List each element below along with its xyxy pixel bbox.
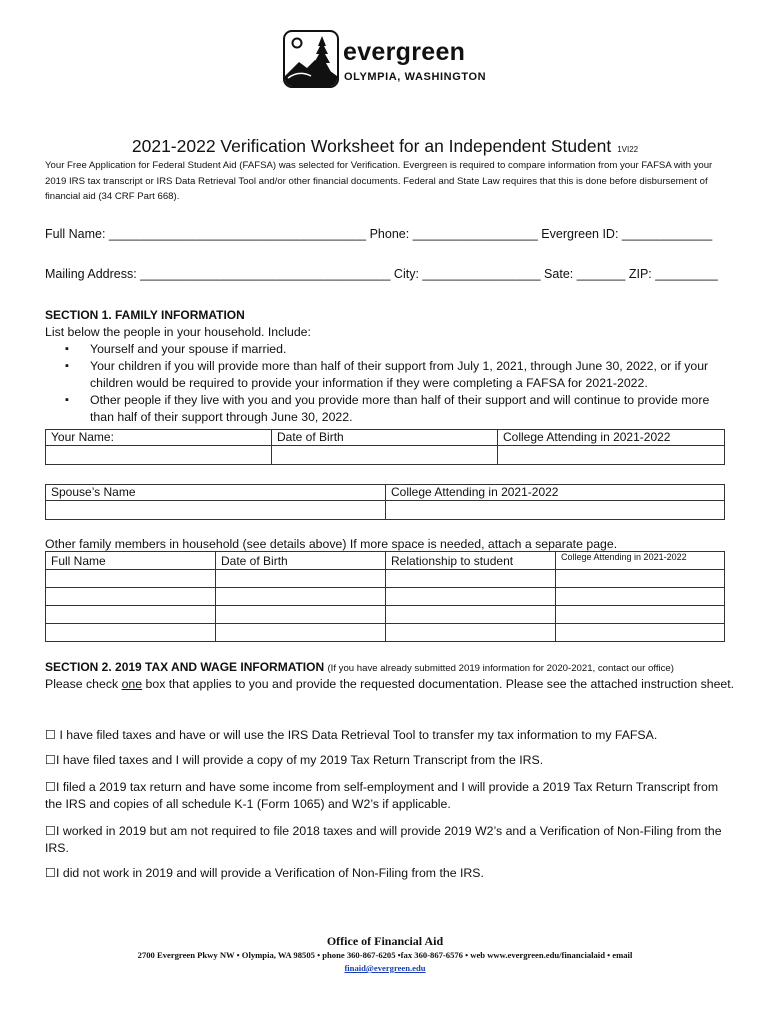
header-college-attending: College Attending in 2021-2022 xyxy=(556,552,725,570)
spouse-name-cell[interactable] xyxy=(46,501,386,520)
title-text: 2021-2022 Verification Worksheet for an Independent Student xyxy=(131,136,612,156)
tax-option-drt[interactable]: ☐ I have filed taxes and have or will use the IRS Data Retrieval Tool to transfer my tax information to my FAFSA. xyxy=(45,728,658,742)
section2-heading-note: (If you have already submitted 2019 information for 2020-2021, contact our office) xyxy=(327,663,674,674)
table-row xyxy=(46,501,725,520)
member-college-cell[interactable] xyxy=(556,588,725,606)
address-fields-row[interactable]: Mailing Address: ____________________________________ City: _________________ Sate: _______ ZIP: _________ xyxy=(45,267,718,281)
section1-heading: SECTION 1. FAMILY INFORMATION xyxy=(45,308,245,322)
table-row xyxy=(46,606,725,624)
table-header-row xyxy=(46,485,725,501)
your-name-cell[interactable] xyxy=(46,446,272,465)
college-cell[interactable] xyxy=(498,446,725,465)
title-version: 1VI22 xyxy=(617,145,639,154)
member-dob-cell[interactable] xyxy=(216,588,386,606)
header-college-attending: College Attending in 2021-2022 xyxy=(498,430,725,446)
member-dob-cell[interactable] xyxy=(216,570,386,588)
dob-cell[interactable] xyxy=(272,446,498,465)
header-date-of-birth: Date of Birth xyxy=(216,552,386,570)
header-relationship: Relationship to student xyxy=(386,552,556,570)
header-spouse-name: Spouse’s Name xyxy=(46,485,386,501)
instr-text: box that applies to you and provide the requested documentation. Please see the attached instruction sheet. xyxy=(142,677,735,691)
evergreen-logo-icon xyxy=(283,30,339,88)
member-college-cell[interactable] xyxy=(556,570,725,588)
other-members-table xyxy=(45,551,725,642)
logo-location: OLYMPIA, WASHINGTON xyxy=(344,71,487,83)
member-relationship-cell[interactable] xyxy=(386,606,556,624)
member-name-cell[interactable] xyxy=(46,588,216,606)
other-members-lead: Other family members in household (see details above) If more space is needed, attach a separate page. xyxy=(45,537,618,551)
contact-fields-row[interactable]: Full Name: _____________________________________ Phone: __________________ Evergreen ID: _____________ xyxy=(45,227,713,241)
member-dob-cell[interactable] xyxy=(216,606,386,624)
bullet-item: ▪ Other people if they live with you and you provide more than half of their support and will continue to provide more than half of their support through June 30, 2022. xyxy=(45,392,735,426)
member-name-cell[interactable] xyxy=(46,606,216,624)
section2-instructions xyxy=(45,676,735,693)
bullet-item: ▪ Your children if you will provide more than half of their support from July 1, 2021, through June 30, 2022, or if your children would be required to provide your information if they were completing a FAFSA for 2021-2022. xyxy=(45,358,735,392)
table-row xyxy=(46,588,725,606)
member-dob-cell[interactable] xyxy=(216,624,386,642)
member-relationship-cell[interactable] xyxy=(386,588,556,606)
table-header-row xyxy=(46,430,725,446)
your-info-table xyxy=(45,429,725,465)
section2-heading-line xyxy=(45,660,745,674)
tax-option-did-not-work[interactable]: ☐I did not work in 2019 and will provide a Verification of Non-Filing from the IRS. xyxy=(45,866,484,880)
table-row xyxy=(46,624,725,642)
tax-option-self-employment[interactable]: ☐I filed a 2019 tax return and have some income from self-employment and I will provide a 2019 Tax Return Transcript from the IRS and copies of all schedule K-1 (Form 1065) and W2’s if applicable. xyxy=(45,780,719,811)
header-full-name: Full Name xyxy=(46,552,216,570)
member-relationship-cell[interactable] xyxy=(386,624,556,642)
member-name-cell[interactable] xyxy=(46,570,216,588)
header-college-attending: College Attending in 2021-2022 xyxy=(386,485,725,501)
instr-emphasis: one xyxy=(121,677,143,691)
header-your-name: Your Name: xyxy=(46,430,272,446)
household-bullet-list xyxy=(45,341,735,426)
member-relationship-cell[interactable] xyxy=(386,570,556,588)
spouse-info-table xyxy=(45,484,725,520)
bullet-item: ▪ Yourself and your spouse if married. xyxy=(45,341,735,358)
logo-wordmark: evergreen xyxy=(343,38,466,66)
table-header-row xyxy=(46,552,725,570)
table-row xyxy=(46,446,725,465)
section1-lead: List below the people in your household. Include: xyxy=(45,325,311,339)
member-college-cell[interactable] xyxy=(556,606,725,624)
member-college-cell[interactable] xyxy=(556,624,725,642)
tax-option-non-filer-worked[interactable]: ☐I worked in 2019 but am not required to file 2018 taxes and will provide 2019 W2’s and a Verification of Non-Filing from the IRS. xyxy=(45,824,722,855)
spouse-college-cell[interactable] xyxy=(386,501,725,520)
member-name-cell[interactable] xyxy=(46,624,216,642)
intro-paragraph: Your Free Application for Federal Student Aid (FAFSA) was selected for Verification. Evergreen is required to compare information from your FAFSA with your 2019 IRS tax transcript or IRS Data Retrieval Tool and/or other financial documents. Federal and State Law requires that this is done before disbursement of financial aid (34 CRF Part 668). xyxy=(45,160,713,202)
header-date-of-birth: Date of Birth xyxy=(272,430,498,446)
table-row xyxy=(46,570,725,588)
footer-address: 2700 Evergreen Pkwy NW • Olympia, WA 98505 • phone 360-867-6205 •fax 360-867-6576 • web www.evergreen.edu/financialaid • email xyxy=(137,950,633,960)
footer-office: Office of Financial Aid xyxy=(326,934,444,948)
page-title xyxy=(0,136,770,157)
footer-email-link[interactable]: finaid@evergreen.edu xyxy=(344,963,426,973)
section2-heading: SECTION 2. 2019 TAX AND WAGE INFORMATION xyxy=(45,660,325,674)
instr-text: Please check xyxy=(45,677,122,691)
section1-body xyxy=(45,324,735,426)
tax-option-transcript[interactable]: ☐I have filed taxes and I will provide a copy of my 2019 Tax Return Transcript from the IRS. xyxy=(45,753,544,767)
